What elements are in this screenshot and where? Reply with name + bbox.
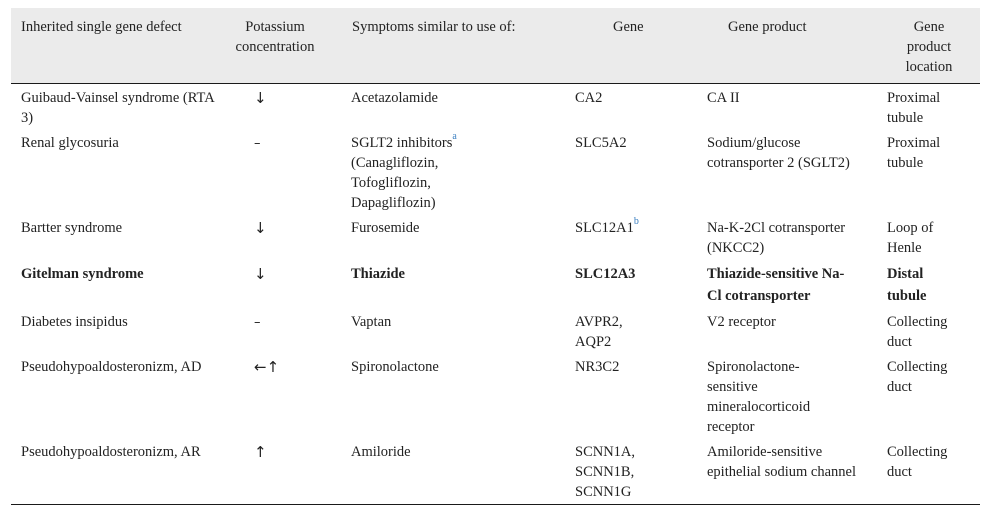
cell-defect: Bartter syndrome [21,219,123,236]
down-arrow-icon: ↓ [254,88,267,107]
cell-defect: Pseudohypoaldosteronizm, AR [21,443,201,460]
header-symptoms: Symptoms similar to use of: [352,19,516,35]
cell-defect: Guibaud-Vainsel syndrome (RTA 3) [21,89,214,126]
cell-gene: AVPR2, AQP2 [575,313,623,350]
cell-gene: CA2 [575,89,603,106]
table-row [11,215,980,260]
down-arrow-icon: ↓ [254,264,267,283]
table-row [11,309,980,354]
cell-product: V2 receptor [707,313,776,330]
cell-location: Collecting duct [887,443,948,480]
cell-defect: Gitelman syndrome [21,265,144,282]
cell-potassium [220,215,330,260]
header-product: Gene product [728,19,807,35]
cell-defect: Pseudohypoaldosteronizm, AD [21,358,202,375]
cell-potassium [220,309,330,354]
cell-location: Collecting duct [887,313,948,350]
cell-location: Collecting duct [887,358,948,395]
cell-potassium [220,439,330,505]
cell-product: Sodium/glucose cotransporter 2 (SGLT2) [707,134,850,171]
cell-gene: NR3C2 [575,358,620,375]
cell-potassium [220,260,330,309]
down-arrow-icon: ↓ [254,218,267,237]
cell-symptoms: Vaptan [351,313,392,330]
table-body [11,83,980,504]
table-row [11,439,980,505]
cell-symptoms: Spironolactone [351,358,439,375]
cell-symptoms: Amiloride [351,443,411,460]
cell-potassium [220,130,330,215]
header-defect: Inherited single gene defect [21,19,182,35]
cell-product: CA II [707,89,740,106]
gene-text: SLC12A1 [575,219,634,236]
cell-symptoms: Thiazide [351,265,405,282]
cell-gene: SCNN1A, SCNN1B, SCNN1G [575,443,636,500]
header-location: Gene product location [905,19,953,75]
cell-symptoms [330,130,554,215]
left-up-arrow-icon: ←↑ [254,357,280,376]
cell-gene: SLC12A3 [575,265,636,282]
footnote-a-link[interactable]: a [452,130,457,142]
cell-location: Distal tubule [887,265,927,304]
header-potassium: Potassium concentration [235,19,315,55]
dash-icon: – [254,135,261,151]
footnote-b-link[interactable]: b [633,215,639,227]
cell-location: Proximal tubule [887,134,941,171]
cell-gene: SLC5A2 [575,134,627,151]
cell-location: Loop of Henle [887,219,934,256]
table-row [11,354,980,439]
table-row [11,83,980,130]
header-gene: Gene [613,19,644,35]
gene-defect-table-container [11,8,980,505]
cell-defect: Diabetes insipidus [21,313,128,330]
cell-potassium [220,354,330,439]
header-row [11,8,980,83]
dash-icon: – [254,314,261,330]
cell-gene [554,215,686,260]
cell-product: Spironolactone-sensitive mineralocorticoid receptor [707,358,811,435]
symptoms-extra: (Canagliflozin, Tofogliflozin, Dapagliflozin) [351,154,439,211]
table-row [11,130,980,215]
cell-product: Thiazide-sensitive Na-Cl cotransporter [707,265,845,304]
cell-symptoms: Furosemide [351,219,420,236]
symptoms-text: SGLT2 inhibitors [351,134,453,151]
cell-location: Proximal tubule [887,89,941,126]
cell-product: Amiloride-sensitive epithelial sodium channel [707,443,856,480]
table-row-highlighted [11,260,980,309]
up-arrow-icon: ↑ [254,442,267,461]
table-header [11,8,980,83]
cell-product: Na-K-2Cl cotransporter (NKCC2) [707,219,846,256]
cell-defect: Renal glycosuria [21,134,119,151]
gene-defect-table [11,8,980,505]
cell-potassium [220,83,330,130]
cell-symptoms: Acetazolamide [351,89,438,106]
